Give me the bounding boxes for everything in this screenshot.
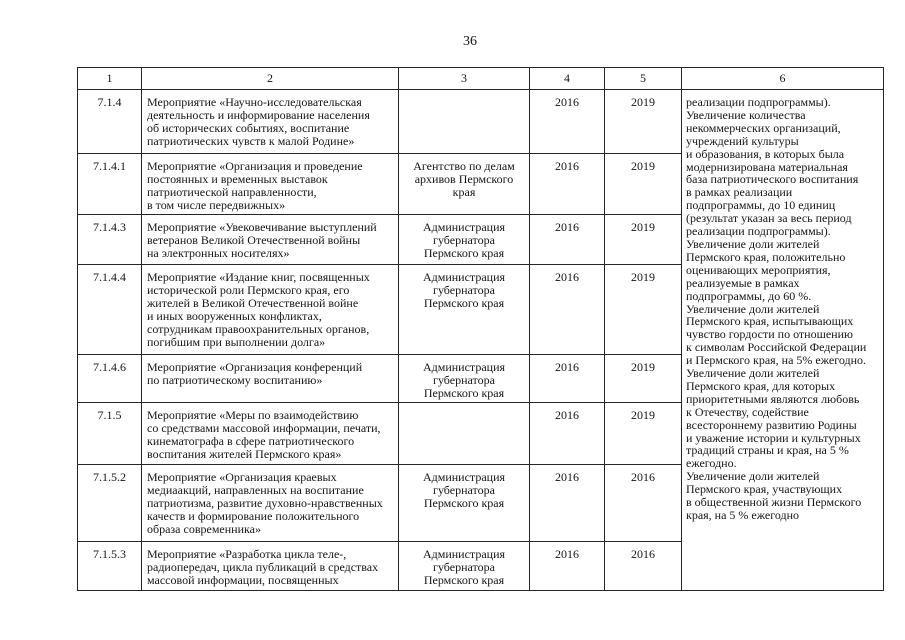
table-row [78, 90, 884, 154]
expected-results: реализации подпрограммы). Увеличение количества некоммерческих организаций, учреждений культуры и образования, в которых была модернизирована материальная база патриотического воспитания в рамках реализации подпрограммы, до 10 единиц (результат указан за весь период реализации подпрограммы). Увеличение доли жителей Пермского края, положительно оценивающих мероприятия, реализуемые в рамках подпрограммы, до 60 %. Увеличение доли жителей Пермского края, испытывающих чувство гордости по отношению к символам Российской Федерации и Пермского края, на 5% ежегодно. Увеличение доли жителей Пермского края, для которых приоритетными являются любовь к Отечеству, содействие всестороннему развитию Родины и уважение истории и культурных традиций страны и края, на 5 % ежегодно. Увеличение доли жителей Пермского края, участвующих в общественной жизни Пермского края, на 5 % ежегодно [682, 90, 884, 591]
header-row [78, 68, 884, 90]
page-number: 36 [463, 34, 477, 49]
row-number: 7.1.4 [78, 90, 142, 154]
executor: Администрация губернатора Пермского края [399, 265, 530, 355]
row-number: 7.1.4.3 [78, 215, 142, 265]
event-name: Мероприятие «Издание книг, посвященных исторической роли Пермского края, его жителей в Великой Отечественной войне и иных вооруженных конфликтах, сотрудникам правоохранительных органов, погибшим при выполнении долга» [142, 265, 399, 355]
end-year: 2019 [605, 355, 682, 403]
row-number: 7.1.5.3 [78, 542, 142, 591]
executor: Администрация губернатора Пермского края [399, 215, 530, 265]
end-year: 2019 [605, 90, 682, 154]
start-year: 2016 [530, 465, 605, 542]
event-name: Мероприятие «Организация конференций по патриотическому воспитанию» [142, 355, 399, 403]
header-col-3: 3 [399, 68, 530, 90]
start-year: 2016 [530, 215, 605, 265]
header-col-5: 5 [605, 68, 682, 90]
start-year: 2016 [530, 355, 605, 403]
header-col-2: 2 [142, 68, 399, 90]
event-name: Мероприятие «Научно-исследовательская деятельность и информирование населения об исторических событиях, воспитание патриотических чувств к малой Родине» [142, 90, 399, 154]
end-year: 2016 [605, 542, 682, 591]
start-year: 2016 [530, 403, 605, 465]
event-name: Мероприятие «Разработка цикла теле-, радиопередач, цикла публикаций в средствах массовой информации, посвященных [142, 542, 399, 591]
row-number: 7.1.4.6 [78, 355, 142, 403]
start-year: 2016 [530, 542, 605, 591]
end-year: 2019 [605, 265, 682, 355]
header-col-1: 1 [78, 68, 142, 90]
end-year: 2016 [605, 465, 682, 542]
row-number: 7.1.4.4 [78, 265, 142, 355]
end-year: 2019 [605, 403, 682, 465]
event-name: Мероприятие «Увековечивание выступлений ветеранов Великой Отечественной войны на электронных носителях» [142, 215, 399, 265]
header-col-6: 6 [682, 68, 884, 90]
executor [399, 90, 530, 154]
start-year: 2016 [530, 154, 605, 215]
executor: Агентство по делам архивов Пермского края [399, 154, 530, 215]
end-year: 2019 [605, 215, 682, 265]
row-number: 7.1.4.1 [78, 154, 142, 215]
start-year: 2016 [530, 90, 605, 154]
executor: Администрация губернатора Пермского края [399, 465, 530, 542]
executor: Администрация губернатора Пермского края [399, 542, 530, 591]
events-table [77, 67, 884, 591]
event-name: Мероприятие «Меры по взаимодействию со средствами массовой информации, печати, кинематографа в сфере патриотического воспитания жителей Пермского края» [142, 403, 399, 465]
start-year: 2016 [530, 265, 605, 355]
event-name: Мероприятие «Организация и проведение постоянных и временных выставок патриотической направленности, в том числе передвижных» [142, 154, 399, 215]
end-year: 2019 [605, 154, 682, 215]
executor [399, 403, 530, 465]
header-col-4: 4 [530, 68, 605, 90]
executor: Администрация губернатора Пермского края [399, 355, 530, 403]
row-number: 7.1.5 [78, 403, 142, 465]
row-number: 7.1.5.2 [78, 465, 142, 542]
event-name: Мероприятие «Организация краевых медиаакций, направленных на воспитание патриотизма, развитие духовно-нравственных качеств и формирование положительного образа современника» [142, 465, 399, 542]
